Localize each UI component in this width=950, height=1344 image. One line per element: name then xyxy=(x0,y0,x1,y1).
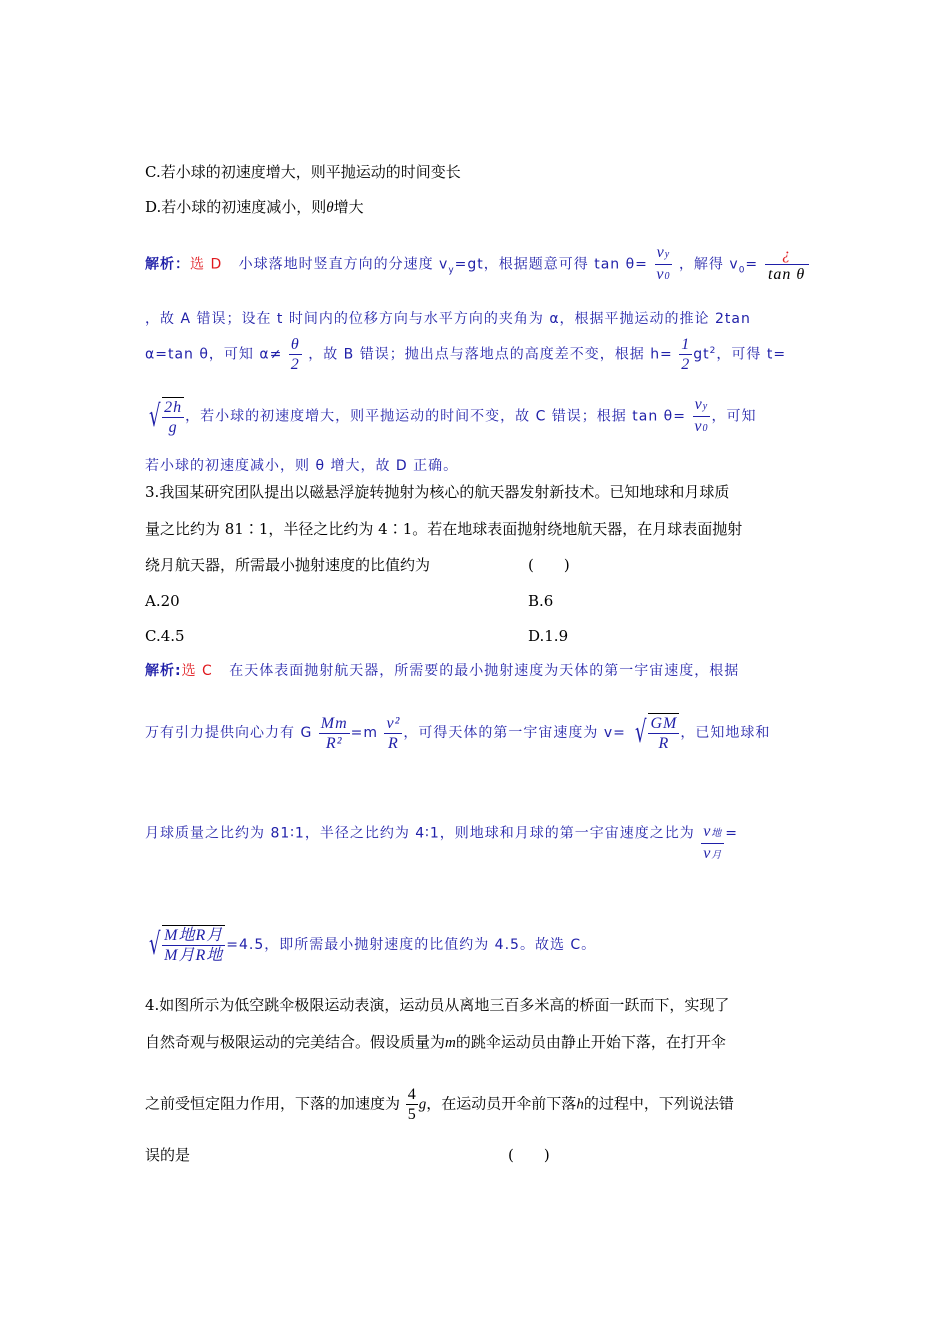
a3-l1: 在天体表面抛射航天器，所需要的最小抛射速度为天体的第一宇宙速度，根据 xyxy=(229,663,740,679)
a2-l3-a: α=tan θ，可知 α≠ xyxy=(145,346,283,363)
a3-frac1-den: R² xyxy=(325,734,343,752)
q4-line-3 xyxy=(145,1085,734,1124)
sqrt-icon: √ xyxy=(149,398,162,434)
a2-fraction-tan xyxy=(765,245,809,284)
q4-frac-den: 5 xyxy=(407,1106,416,1123)
a2-fraction-half xyxy=(679,335,692,374)
a3-frac2-num: v² xyxy=(386,714,401,732)
a2-frac5-den: v xyxy=(694,418,703,435)
a2-l1-eq: =gt，根据题意可得 tan θ= xyxy=(454,256,648,273)
q4-l2-a: 自然奇观与极限运动的完美结合。假设质量为 xyxy=(145,1033,446,1051)
a2-l1-sub: y xyxy=(448,265,455,276)
q4-l3-b: ，在运动员开伞前下落 xyxy=(426,1094,577,1113)
a2-l1-solve-eq: = xyxy=(745,256,759,273)
a3-line-1 xyxy=(145,661,739,681)
q4-frac-num: 4 xyxy=(407,1086,416,1103)
a3-choice: 选 C xyxy=(181,663,213,679)
a2-sqrt-2h-g xyxy=(145,397,185,437)
q3-paren: ( ) xyxy=(528,556,570,574)
a2-frac4-den: 2 xyxy=(681,356,691,373)
a3-line-4 xyxy=(145,925,596,965)
a2-l1-text: 小球落地时竖直方向的分速度 v xyxy=(238,256,449,273)
a3-l2-b: =m xyxy=(350,725,379,741)
a3-sqrt-mass-ratio xyxy=(145,925,226,965)
a2-choice: 选 D xyxy=(190,256,223,273)
a2-sqrt1-num: 2h xyxy=(164,398,183,416)
a3-sqrt-gm-r xyxy=(631,713,680,753)
q3-line-2: 量之比约为 81∶1，半径之比约为 4∶1。若在地球表面抛射绕地航天器，在月球表面抛射 xyxy=(145,520,743,538)
a2-frac2-den: tan θ xyxy=(767,266,806,283)
a2-line-2: ，故 A 错误；设在 t 时间内的位移方向与水平方向的夹角为 α，根据平抛运动的推论 2tan xyxy=(145,311,751,327)
a3-frac3-den-sub: 月 xyxy=(711,850,723,861)
q4-l2-b: 的跳伞运动员由静止开始下落，在打开伞 xyxy=(455,1033,726,1051)
a2-l3-d: ，可得 t= xyxy=(716,346,787,363)
a2-l1-solve-sub: 0 xyxy=(738,265,746,276)
a3-l2-a: 万有引力提供向心力有 G xyxy=(145,725,313,741)
a2-frac1-den: v xyxy=(656,266,665,283)
a3-sqrt1-num: GM xyxy=(650,715,678,732)
q4-fraction-4-5 xyxy=(406,1085,418,1124)
a3-frac3-num-sub: 地 xyxy=(711,828,723,839)
a2-frac1-den-sub: 0 xyxy=(664,271,671,282)
a2-l4-b: ，可知 xyxy=(711,408,757,425)
a3-l2-c: ，可得天体的第一宇宙速度为 v= xyxy=(403,725,626,741)
a3-frac3-num: v xyxy=(703,823,712,840)
q4-line-4: 误的是 xyxy=(145,1146,191,1164)
q3-option-c: C.4.5 xyxy=(145,627,185,645)
q4-l3-a: 之前受恒定阻力作用，下落的加速度为 xyxy=(145,1094,401,1113)
q2-option-d-theta: θ xyxy=(326,200,334,216)
a2-fraction-vy-v0-2 xyxy=(692,395,710,438)
sqrt-icon: √ xyxy=(635,715,648,750)
q4-line-1: 4.如图所示为低空跳伞极限运动表演，运动员从离地三百多米高的桥面一跃而下，实现了 xyxy=(145,996,730,1014)
q3-line-1: 3.我国某研究团队提出以磁悬浮旋转抛射为核心的航天器发射新技术。已知地球和月球质 xyxy=(145,483,730,501)
a2-frac3-den: 2 xyxy=(290,356,300,373)
a2-fraction-theta-2 xyxy=(289,335,302,374)
a3-label: 解析: xyxy=(145,663,182,679)
a3-fraction-v2-r xyxy=(384,714,402,753)
a2-l4-a: ，若小球的初速度增大，则平抛运动的时间不变，故 C 错误；根据 tan θ= xyxy=(185,408,686,425)
q3-option-b: B.6 xyxy=(528,592,554,610)
a3-l2-d: ，已知地球和 xyxy=(680,725,771,741)
a3-line-2 xyxy=(145,713,770,753)
a2-frac1-num-sub: y xyxy=(664,249,671,260)
q3-line-3: 绕月航天器，所需最小抛射速度的比值约为 xyxy=(145,556,431,574)
sqrt-icon: √ xyxy=(149,927,162,962)
q3-option-d: D.1.9 xyxy=(528,627,569,645)
a2-line-5: 若小球的初速度减小，则 θ 增大，故 D 正确。 xyxy=(145,458,459,474)
q4-line-2 xyxy=(145,1032,726,1053)
a2-label: 解析： xyxy=(145,256,190,273)
a2-line-1 xyxy=(145,243,810,286)
a2-sqrt1-den: g xyxy=(168,418,178,436)
a3-l4: =4.5，即所需最小抛射速度的比值约为 4.5。故选 C。 xyxy=(226,937,597,953)
a3-sqrt1-den: R xyxy=(658,735,670,752)
a2-l3-c: gt xyxy=(693,346,710,363)
q2-option-d xyxy=(145,197,364,218)
q4-l3-g: g xyxy=(418,1096,427,1113)
a2-frac4-num: 1 xyxy=(681,336,691,353)
a3-sqrt2-num: M地R月 xyxy=(164,927,224,944)
a3-l3: 月球质量之比约为 81∶1，半径之比约为 4∶1，则地球和月球的第一宇宙速度之比为 xyxy=(145,825,695,842)
a2-l1-solve: ，解得 v xyxy=(678,256,739,273)
a3-fraction-vearth-vmoon xyxy=(701,822,724,865)
q4-paren: ( ) xyxy=(508,1146,550,1164)
a2-fraction-vy-v0 xyxy=(654,243,672,286)
a3-sqrt2-den: M月R地 xyxy=(164,947,224,964)
a3-frac1-num: Mm xyxy=(320,714,348,732)
a2-line-3 xyxy=(145,335,786,374)
a2-frac3-num: θ xyxy=(290,336,300,353)
q2-option-d-post: 增大 xyxy=(333,198,364,216)
q2-option-c: C.若小球的初速度增大，则平抛运动的时间变长 xyxy=(145,163,461,181)
q4-l2-m: m xyxy=(445,1035,456,1051)
q4-l3-c: 的过程中，下列说法错 xyxy=(583,1094,734,1113)
q3-option-a: A.20 xyxy=(145,592,180,610)
a2-frac5-den-sub: 0 xyxy=(702,423,709,434)
a3-l3-eq: = xyxy=(725,825,739,842)
a2-frac5-num-sub: y xyxy=(702,401,709,412)
a2-line-4 xyxy=(145,395,757,438)
q2-option-d-pre: D.若小球的初速度减小，则 xyxy=(145,198,327,216)
a2-frac5-num: v xyxy=(694,396,703,413)
a2-frac1-num: v xyxy=(656,244,665,261)
q4-l3-h: h xyxy=(576,1096,584,1113)
a2-l3-c-sup: 2 xyxy=(709,345,717,356)
a2-frac2-num: ¿ xyxy=(765,245,809,265)
a3-frac2-den: R xyxy=(388,734,399,752)
a3-line-3 xyxy=(145,812,739,862)
a2-l3-b: ，故 B 错误；抛出点与落地点的高度差不变，根据 h= xyxy=(308,346,673,363)
a3-fraction-mm-r2 xyxy=(319,714,350,753)
a3-frac3-den: v xyxy=(703,845,712,862)
